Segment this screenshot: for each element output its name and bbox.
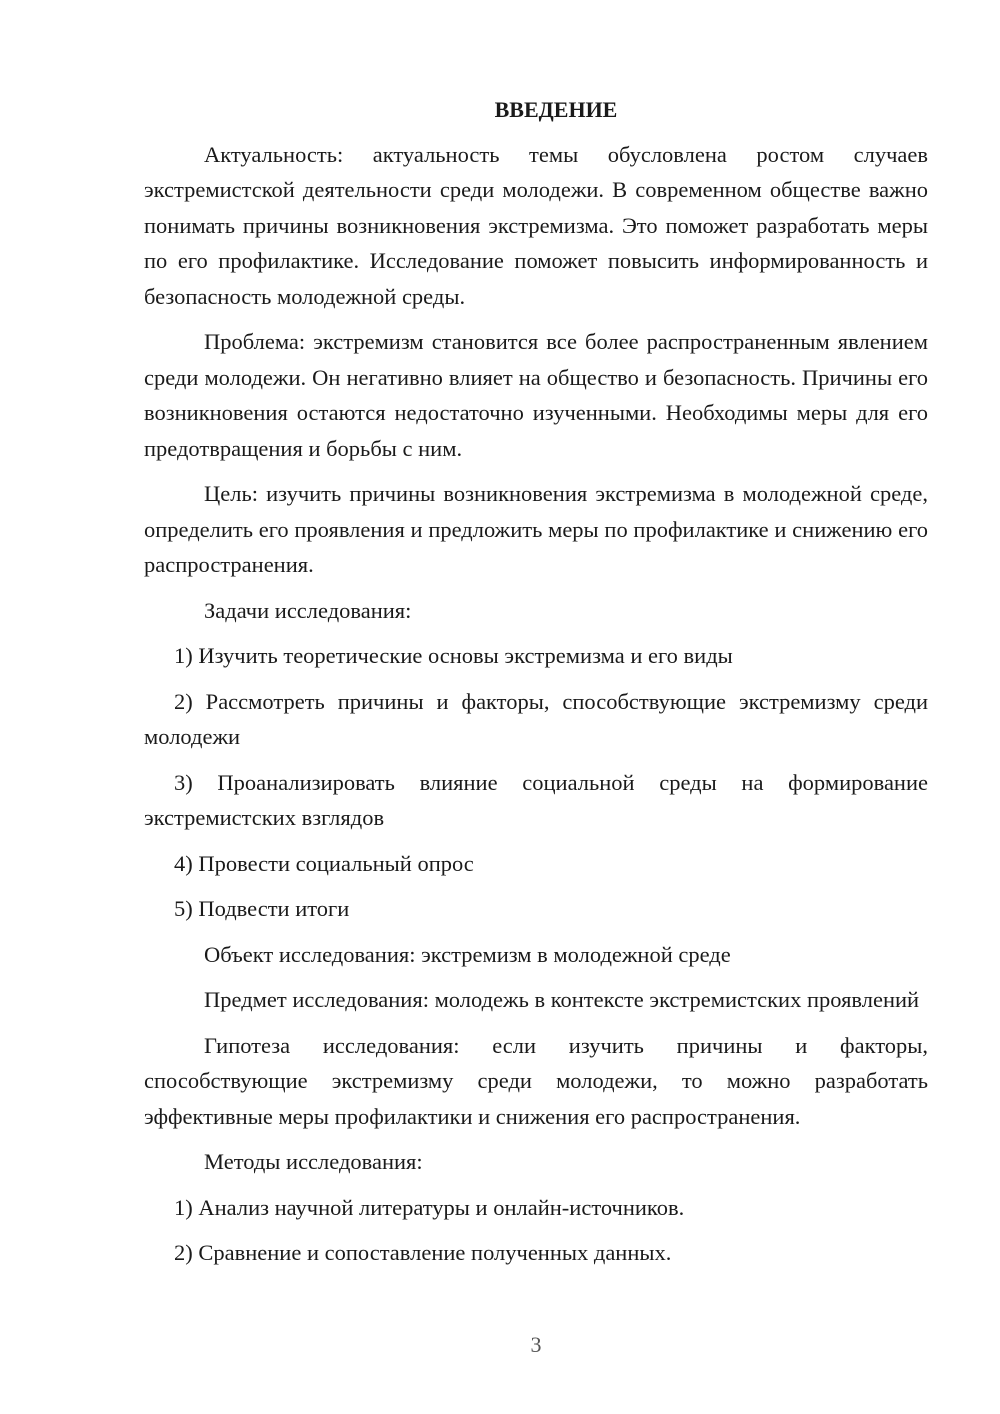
hypothesis-paragraph: Гипотеза исследования: если изучить причины и факторы, способствующие экстремизму среди молодежи, то можно разработать эффективные меры профилактики и снижения его распространения.: [144, 1032, 928, 1129]
page-title: ВВЕДЕНИЕ: [494, 97, 618, 122]
object-paragraph: Объект исследования: экстремизм в молодежной среде: [204, 941, 731, 967]
problem-paragraph: Проблема: экстремизм становится все более распространенным явлением среди молодежи. Он негативно влияет на общество и безопасность. Причины его возникновения остаются недостаточно изученными. Необходимы меры для его предотвращения и борьбы с ним.: [144, 329, 928, 461]
document-page: [144, 92, 928, 1281]
subject-paragraph: Предмет исследования: молодежь в контексте экстремистских проявлений: [204, 987, 920, 1012]
task-item: 4) Провести социальный опрос: [174, 850, 474, 876]
task-item: 2) Рассмотреть причины и факторы, способствующие экстремизму среди молодежи: [144, 688, 928, 749]
method-item: 1) Анализ научной литературы и онлайн-источников.: [174, 1194, 685, 1220]
relevance-paragraph: Актуальность: актуальность темы обусловлена ростом случаев экстремистской деятельности среди молодежи. В современном обществе важно понимать причины возникновения экстремизма. Это поможет разработать меры по его профилактике. Исследование поможет повысить информированность и безопасность молодежной среды.: [144, 141, 928, 309]
task-item: 3) Проанализировать влияние социальной среды на формирование экстремистских взглядов: [144, 769, 928, 830]
task-item: 1) Изучить теоретические основы экстремизма и его виды: [174, 643, 733, 668]
task-item: 5) Подвести итоги: [174, 896, 350, 921]
page-number: 3: [530, 1332, 542, 1357]
method-item: 2) Сравнение и сопоставление полученных данных.: [174, 1240, 672, 1265]
methods-heading: Методы исследования:: [204, 1149, 423, 1174]
tasks-heading: Задачи исследования:: [204, 597, 412, 623]
goal-paragraph: Цель: изучить причины возникновения экстремизма в молодежной среде, определить его проявления и предложить меры по профилактике и снижению его распространения.: [144, 481, 928, 577]
